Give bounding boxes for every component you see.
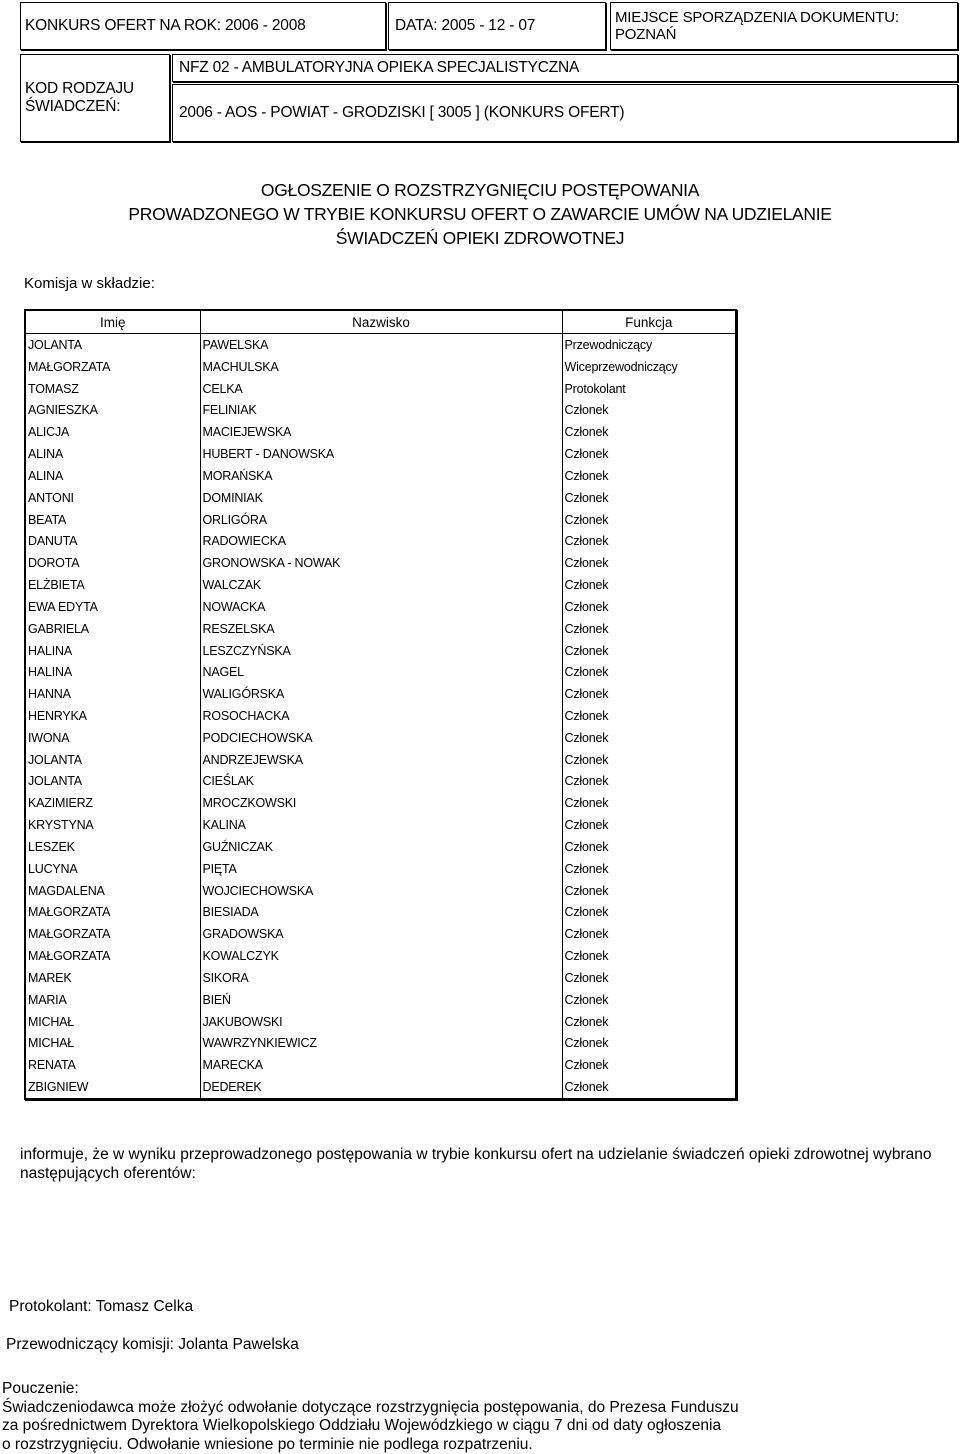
cell-funkcja: Członek	[562, 618, 736, 640]
cell-nazwisko: MACHULSKA	[200, 356, 562, 378]
cell-funkcja: Członek	[562, 989, 736, 1011]
cell-funkcja: Członek	[562, 509, 736, 531]
table-header-row	[25, 310, 736, 334]
title-line-1: OGŁOSZENIE O ROZSTRZYGNIĘCIU POSTĘPOWANIA	[260, 180, 700, 200]
cell-nazwisko: ANDRZEJEWSKA	[200, 749, 562, 771]
data-label: DATA: 2005 - 12 - 07	[395, 17, 536, 34]
table-row	[25, 836, 736, 858]
miejsce-label: MIEJSCE SPORZĄDZENIA DOKUMENTU:	[615, 9, 899, 26]
cell-funkcja: Członek	[562, 727, 736, 749]
cell-funkcja: Protokolant	[562, 378, 736, 400]
pouczenie-line-2: za pośrednictwem Dyrektora Wielkopolskiego Oddziału Wojewódzkiego w ciągu 7 dni od daty ogłoszenia	[2, 1417, 722, 1434]
table-row	[25, 334, 736, 356]
cell-funkcja: Członek	[562, 552, 736, 574]
table-row	[25, 640, 736, 662]
cell-nazwisko: CELKA	[200, 378, 562, 400]
cell-nazwisko: DOMINIAK	[200, 487, 562, 509]
table-row	[25, 574, 736, 596]
cell-funkcja: Wiceprzewodniczący	[562, 356, 736, 378]
table-row	[25, 443, 736, 465]
cell-imie: MAGDALENA	[25, 880, 200, 902]
table-row	[25, 792, 736, 814]
cell-imie: ELŻBIETA	[25, 574, 200, 596]
cell-imie: LUCYNA	[25, 858, 200, 880]
cell-nazwisko: RADOWIECKA	[200, 530, 562, 552]
table-row	[25, 749, 736, 771]
title-line-3: ŚWIADCZEŃ OPIEKI ZDROWOTNEJ	[335, 228, 625, 248]
table-row	[25, 399, 736, 421]
cell-imie: JOLANTA	[25, 334, 200, 356]
cell-imie: AGNIESZKA	[25, 399, 200, 421]
cell-nazwisko: CIEŚLAK	[200, 771, 562, 793]
cell-imie: ANTONI	[25, 487, 200, 509]
cell-funkcja: Członek	[562, 640, 736, 662]
pouczenie-line-1: Świadczeniodawca może złożyć odwołanie dotyczące rozstrzygnięcia postępowania, do Prezesa Funduszu	[2, 1398, 739, 1416]
aos-box	[172, 84, 958, 142]
table-row	[25, 858, 736, 880]
cell-nazwisko: BIEŃ	[200, 989, 562, 1011]
cell-nazwisko: JAKUBOWSKI	[200, 1011, 562, 1033]
cell-funkcja: Członek	[562, 705, 736, 727]
cell-nazwisko: RESZELSKA	[200, 618, 562, 640]
cell-funkcja: Członek	[562, 771, 736, 793]
header-nazwisko: Nazwisko	[200, 310, 562, 334]
cell-nazwisko: WALIGÓRSKA	[200, 683, 562, 705]
cell-imie: KAZIMIERZ	[25, 792, 200, 814]
cell-funkcja: Członek	[562, 836, 736, 858]
cell-nazwisko: MACIEJEWSKA	[200, 421, 562, 443]
cell-imie: LESZEK	[25, 836, 200, 858]
cell-funkcja: Członek	[562, 1011, 736, 1033]
cell-funkcja: Członek	[562, 1076, 736, 1099]
info-text: informuje, że w wyniku przeprowadzonego postępowania w trybie konkursu ofert na udzielanie świadczeń opieki zdrowotnej wybrano następujących oferentów:	[20, 1146, 932, 1182]
table-row	[25, 421, 736, 443]
table-row	[25, 530, 736, 552]
cell-funkcja: Członek	[562, 661, 736, 683]
kod-rodzaju-box	[20, 54, 170, 142]
cell-imie: KRYSTYNA	[25, 814, 200, 836]
cell-nazwisko: WAWRZYNKIEWICZ	[200, 1033, 562, 1055]
table-row	[25, 1076, 736, 1099]
table-row	[25, 487, 736, 509]
konkurs-label: KONKURS OFERT NA ROK: 2006 - 2008	[25, 17, 306, 34]
cell-funkcja: Członek	[562, 792, 736, 814]
cell-funkcja: Członek	[562, 923, 736, 945]
cell-imie: ALINA	[25, 443, 200, 465]
cell-funkcja: Członek	[562, 596, 736, 618]
table-row	[25, 989, 736, 1011]
table-body	[25, 334, 736, 1099]
cell-imie: GABRIELA	[25, 618, 200, 640]
cell-imie: MAŁGORZATA	[25, 902, 200, 924]
cell-funkcja: Członek	[562, 1054, 736, 1076]
cell-funkcja: Członek	[562, 749, 736, 771]
cell-funkcja: Członek	[562, 880, 736, 902]
cell-nazwisko: FELINIAK	[200, 399, 562, 421]
cell-imie: DOROTA	[25, 552, 200, 574]
cell-imie: ALICJA	[25, 421, 200, 443]
cell-funkcja: Członek	[562, 814, 736, 836]
cell-imie: JOLANTA	[25, 771, 200, 793]
cell-funkcja: Członek	[562, 530, 736, 552]
table-row	[25, 618, 736, 640]
cell-nazwisko: PAWELSKA	[200, 334, 562, 356]
cell-imie: IWONA	[25, 727, 200, 749]
cell-funkcja: Przewodniczący	[562, 334, 736, 356]
cell-funkcja: Członek	[562, 399, 736, 421]
cell-funkcja: Członek	[562, 421, 736, 443]
cell-imie: ZBIGNIEW	[25, 1076, 200, 1099]
document-title	[0, 178, 960, 250]
miejsce-value: POZNAŃ	[615, 26, 677, 44]
konkurs-box	[20, 2, 386, 50]
table-row	[25, 902, 736, 924]
table-row	[25, 967, 736, 989]
table-row	[25, 661, 736, 683]
cell-nazwisko: ROSOCHACKA	[200, 705, 562, 727]
title-line-2: PROWADZONEGO W TRYBIE KONKURSU OFERT O ZAWARCIE UMÓW NA UDZIELANIE	[128, 204, 832, 224]
table-row	[25, 727, 736, 749]
cell-funkcja: Członek	[562, 902, 736, 924]
commission-table	[24, 309, 737, 1100]
cell-nazwisko: HUBERT - DANOWSKA	[200, 443, 562, 465]
cell-imie: DANUTA	[25, 530, 200, 552]
cell-imie: HANNA	[25, 683, 200, 705]
cell-imie: MICHAŁ	[25, 1011, 200, 1033]
cell-imie: MARIA	[25, 989, 200, 1011]
cell-nazwisko: WOJCIECHOWSKA	[200, 880, 562, 902]
cell-nazwisko: SIKORA	[200, 967, 562, 989]
cell-nazwisko: NAGEL	[200, 661, 562, 683]
table-row	[25, 705, 736, 727]
aos-label: 2006 - AOS - POWIAT - GRODZISKI [ 3005 ] (KONKURS OFERT)	[179, 104, 625, 121]
table-row	[25, 1054, 736, 1076]
table-row	[25, 596, 736, 618]
cell-imie: HALINA	[25, 640, 200, 662]
przewodniczacy-signature: Przewodniczący komisji: Jolanta Pawelska	[6, 1336, 299, 1353]
cell-imie: TOMASZ	[25, 378, 200, 400]
cell-funkcja: Członek	[562, 967, 736, 989]
data-box	[388, 2, 606, 50]
table-row	[25, 509, 736, 531]
cell-funkcja: Członek	[562, 487, 736, 509]
pouczenie-line-3: o rozstrzygnięciu. Odwołanie wniesione po terminie nie podlega rozpatrzeniu.	[2, 1435, 533, 1453]
cell-funkcja: Członek	[562, 574, 736, 596]
miejsce-box	[610, 2, 958, 50]
kod-rodzaju-label: KOD RODZAJU	[25, 80, 134, 97]
cell-funkcja: Członek	[562, 683, 736, 705]
cell-imie: ALINA	[25, 465, 200, 487]
cell-nazwisko: MROCZKOWSKI	[200, 792, 562, 814]
cell-nazwisko: KOWALCZYK	[200, 945, 562, 967]
cell-imie: EWA EDYTA	[25, 596, 200, 618]
cell-nazwisko: MARECKA	[200, 1054, 562, 1076]
cell-imie: BEATA	[25, 509, 200, 531]
table-row	[25, 814, 736, 836]
cell-funkcja: Członek	[562, 443, 736, 465]
cell-nazwisko: GRADOWSKA	[200, 923, 562, 945]
cell-imie: HENRYKA	[25, 705, 200, 727]
table-row	[25, 945, 736, 967]
table-row	[25, 880, 736, 902]
protokolant-signature: Protokolant: Tomasz Celka	[9, 1298, 194, 1315]
table-row	[25, 683, 736, 705]
table-row	[25, 923, 736, 945]
table-row	[25, 771, 736, 793]
table-row	[25, 552, 736, 574]
cell-imie: MAŁGORZATA	[25, 945, 200, 967]
cell-funkcja: Członek	[562, 1033, 736, 1055]
nfz-label: NFZ 02 - AMBULATORYJNA OPIEKA SPECJALISTYCZNA	[179, 59, 580, 76]
cell-nazwisko: ORLIGÓRA	[200, 509, 562, 531]
cell-imie: MAŁGORZATA	[25, 356, 200, 378]
cell-nazwisko: NOWACKA	[200, 596, 562, 618]
cell-nazwisko: KALINA	[200, 814, 562, 836]
table-row	[25, 1033, 736, 1055]
header-imie: Imię	[25, 310, 200, 334]
cell-funkcja: Członek	[562, 945, 736, 967]
cell-nazwisko: BIESIADA	[200, 902, 562, 924]
cell-nazwisko: LESZCZYŃSKA	[200, 640, 562, 662]
cell-imie: JOLANTA	[25, 749, 200, 771]
cell-imie: MAŁGORZATA	[25, 923, 200, 945]
header-funkcja: Funkcja	[562, 310, 736, 334]
cell-funkcja: Członek	[562, 858, 736, 880]
cell-nazwisko: GRONOWSKA - NOWAK	[200, 552, 562, 574]
kod-swiadczen-label: ŚWIADCZEŃ:	[25, 97, 121, 115]
cell-nazwisko: DEDEREK	[200, 1076, 562, 1099]
cell-imie: RENATA	[25, 1054, 200, 1076]
pouczenie-section	[2, 1380, 952, 1454]
cell-nazwisko: PODCIECHOWSKA	[200, 727, 562, 749]
cell-nazwisko: WALCZAK	[200, 574, 562, 596]
cell-imie: MICHAŁ	[25, 1033, 200, 1055]
cell-funkcja: Członek	[562, 465, 736, 487]
nfz-box	[172, 54, 958, 82]
cell-nazwisko: PIĘTA	[200, 858, 562, 880]
cell-nazwisko: MORAŃSKA	[200, 465, 562, 487]
komisja-label: Komisja w składzie:	[24, 275, 155, 292]
cell-nazwisko: GUŹNICZAK	[200, 836, 562, 858]
table-row	[25, 378, 736, 400]
cell-imie: MAREK	[25, 967, 200, 989]
pouczenie-label: Pouczenie:	[2, 1380, 79, 1397]
cell-imie: HALINA	[25, 661, 200, 683]
table-row	[25, 465, 736, 487]
table-row	[25, 356, 736, 378]
table-row	[25, 1011, 736, 1033]
